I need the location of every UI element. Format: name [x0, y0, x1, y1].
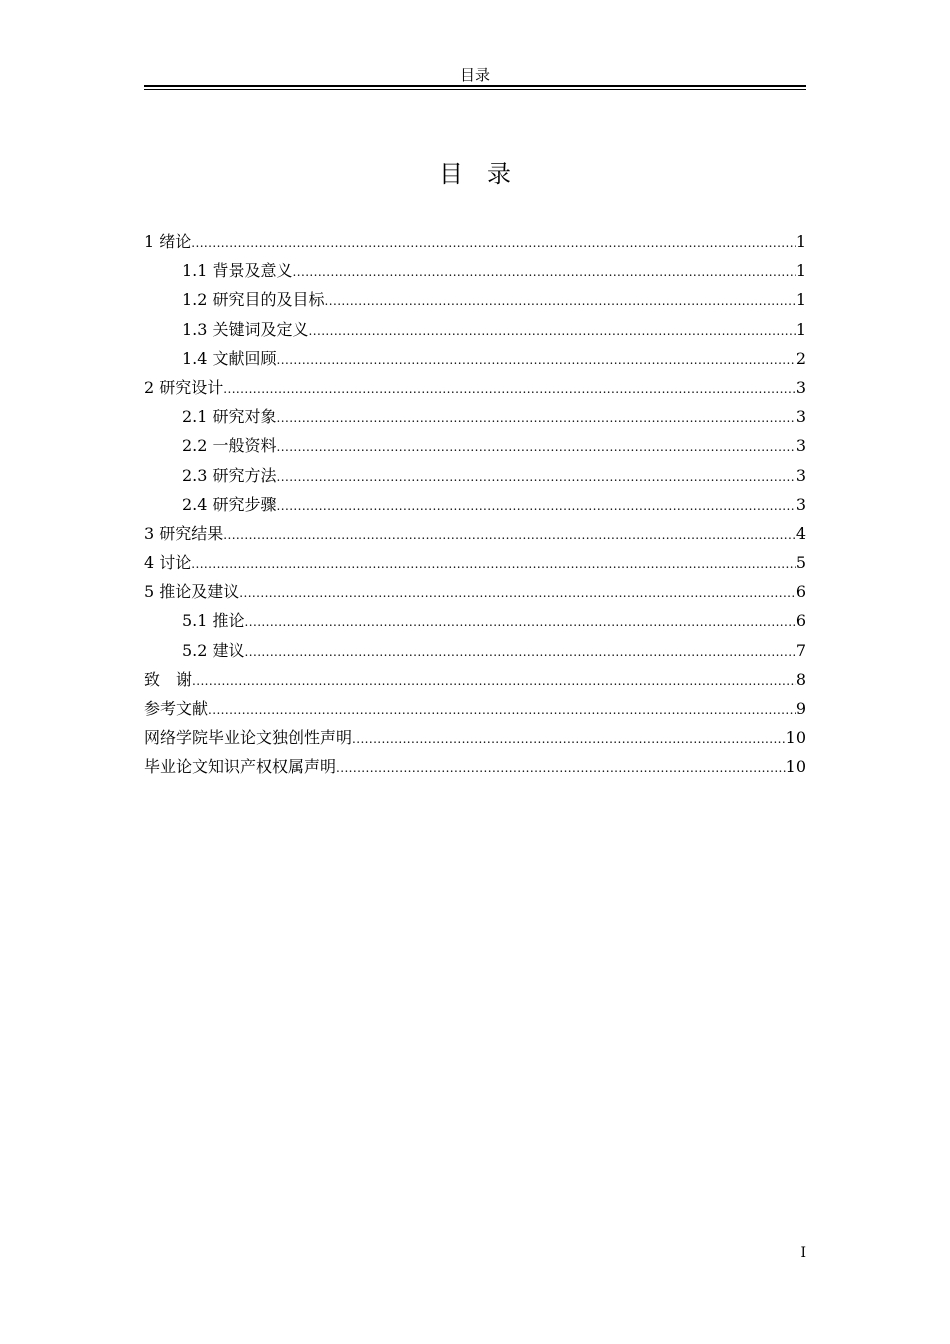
- toc-entry[interactable]: [144, 606, 806, 635]
- toc-entry-page: 9: [795, 699, 806, 718]
- toc-dot-leader: [208, 696, 796, 725]
- toc-entry-label: 2.3 研究方法: [182, 465, 277, 485]
- toc-entry-page: 3: [795, 377, 806, 397]
- toc-entry-page: 5: [795, 553, 806, 573]
- toc-entry-page: 1: [795, 319, 806, 339]
- toc-entry-page: 6: [795, 611, 806, 631]
- toc-dot-leader: [325, 287, 796, 316]
- toc-entry-label: 网络学院毕业论文独创性声明: [144, 728, 353, 748]
- toc-dot-leader: [191, 229, 796, 258]
- toc-dot-leader: [245, 608, 796, 637]
- toc-dot-leader: [277, 463, 796, 492]
- toc-dot-leader: [277, 404, 796, 433]
- toc-entry-label: 3 研究结果: [144, 523, 224, 543]
- toc-entry-page: 10: [785, 757, 806, 777]
- toc-entry-page: 3: [795, 407, 806, 427]
- page-title: 目 录: [439, 160, 511, 188]
- toc-entry[interactable]: [144, 227, 806, 256]
- table-of-contents: [144, 227, 806, 782]
- toc-dot-leader: [309, 317, 796, 346]
- toc-entry-page: 3: [795, 494, 806, 514]
- toc-entry[interactable]: [144, 373, 806, 402]
- toc-entry-label: 5.1 推论: [182, 611, 245, 631]
- toc-entry-page: 3: [795, 465, 806, 485]
- toc-entry-page: 1: [795, 290, 806, 310]
- toc-entry-label: 5 推论及建议: [144, 582, 240, 602]
- toc-entry-page: 10: [785, 728, 806, 748]
- toc-entry[interactable]: [144, 665, 806, 694]
- toc-entry-label: 2 研究设计: [144, 377, 224, 397]
- toc-entry-page: 7: [795, 640, 806, 660]
- toc-entry-page: 4: [795, 523, 806, 543]
- toc-entry-label: 4 讨论: [144, 553, 192, 573]
- toc-entry[interactable]: [144, 636, 806, 665]
- toc-dot-leader: [336, 754, 786, 783]
- toc-entry-label: 5.2 建议: [182, 640, 245, 660]
- toc-entry[interactable]: [144, 577, 806, 606]
- toc-entry[interactable]: [144, 694, 806, 723]
- toc-dot-leader: [192, 667, 796, 696]
- header-rule-thick: [144, 85, 806, 87]
- toc-entry-label: 1.1 背景及意义: [182, 261, 293, 281]
- toc-dot-leader: [223, 375, 796, 404]
- toc-entry-label: 1 绪论: [144, 232, 192, 251]
- toc-entry[interactable]: [144, 752, 806, 781]
- toc-dot-leader: [352, 725, 786, 754]
- toc-dot-leader: [293, 258, 796, 287]
- toc-entry-label: 1.3 关键词及定义: [182, 319, 309, 339]
- toc-entry-label: 2.1 研究对象: [182, 407, 277, 427]
- toc-entry-page: 3: [795, 436, 806, 456]
- toc-entry-label: 2.4 研究步骤: [182, 494, 277, 514]
- toc-dot-leader: [277, 492, 796, 521]
- toc-entry[interactable]: [144, 285, 806, 314]
- toc-entry-label: 1.2 研究目的及目标: [182, 290, 325, 310]
- toc-entry[interactable]: [144, 461, 806, 490]
- toc-entry[interactable]: [144, 256, 806, 285]
- toc-entry[interactable]: [144, 315, 806, 344]
- toc-entry[interactable]: [144, 519, 806, 548]
- toc-entry-page: 2: [795, 348, 806, 368]
- toc-entry[interactable]: [144, 548, 806, 577]
- toc-dot-leader: [223, 521, 796, 550]
- running-header: 目录: [459, 66, 490, 84]
- toc-entry[interactable]: [144, 490, 806, 519]
- toc-dot-leader: [277, 433, 796, 462]
- header-rule-thin: [144, 89, 806, 90]
- toc-entry-page: 1: [795, 261, 806, 281]
- toc-dot-leader: [191, 550, 796, 579]
- toc-entry-page: 6: [795, 582, 806, 602]
- toc-dot-leader: [277, 346, 796, 375]
- toc-entry-page: 8: [795, 669, 806, 689]
- toc-entry-label: 1.4 文献回顾: [182, 348, 277, 368]
- toc-dot-leader: [245, 638, 796, 667]
- toc-entry-label: 毕业论文知识产权权属声明: [144, 757, 337, 777]
- toc-entry[interactable]: [144, 402, 806, 431]
- toc-entry-label: 2.2 一般资料: [182, 436, 277, 456]
- toc-entry[interactable]: [144, 431, 806, 460]
- toc-entry[interactable]: [144, 344, 806, 373]
- toc-entry-page: 1: [795, 232, 806, 251]
- toc-dot-leader: [239, 579, 796, 608]
- toc-entry-label: 参考文献: [144, 699, 209, 718]
- toc-entry[interactable]: [144, 723, 806, 752]
- toc-entry-label: 致 谢: [144, 669, 193, 689]
- footer-page-number: I: [800, 1245, 806, 1261]
